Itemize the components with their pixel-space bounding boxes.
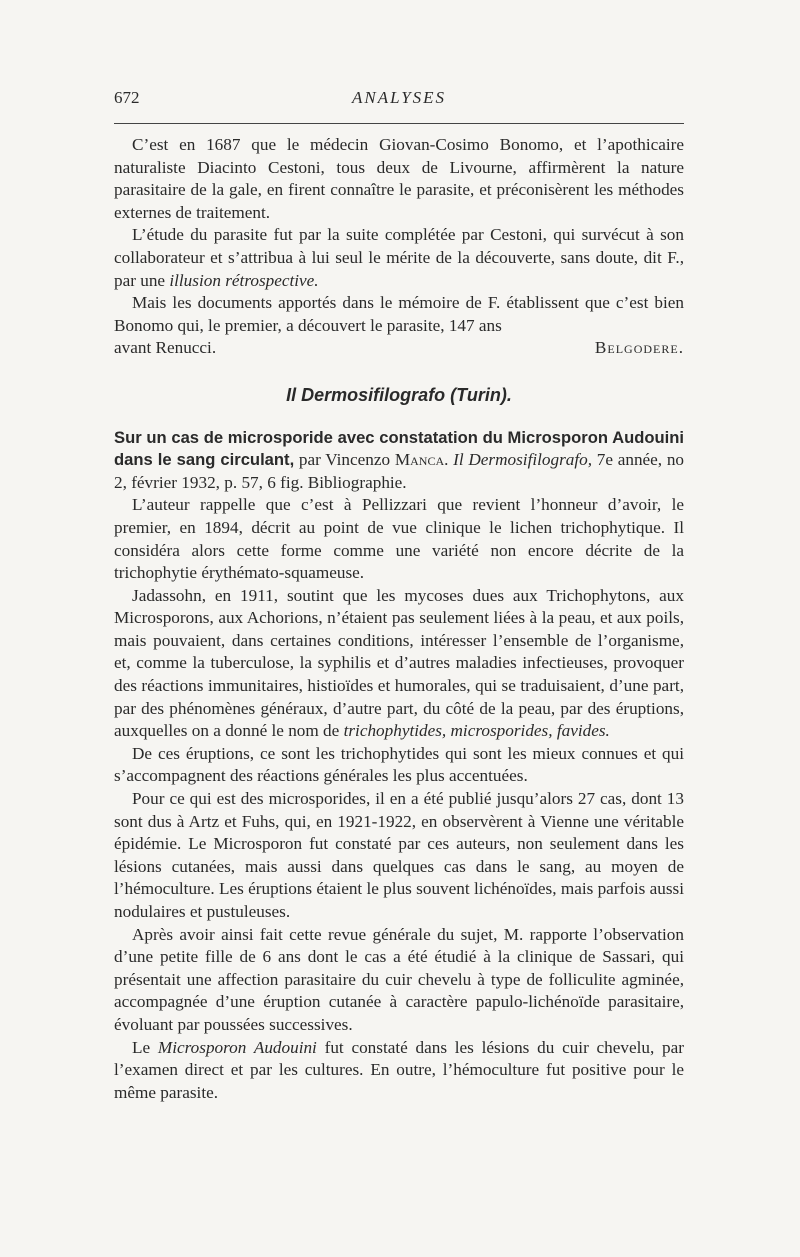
author-name: Manca [394,450,445,470]
page-number: 672 [114,88,140,107]
paragraph: De ces éruptions, ce sont les trichophytides qui sont les mieux connues et qui s’accompagnent des réactions générales les plus accentuées. [114,743,684,786]
text-run: fut constaté dans les lésions du cuir chevelu, par l’examen direct et par les cultures. En outre, l’hémoculture fut positive pour le même parasite. [114,1037,684,1102]
paragraph: C’est en 1687 que le médecin Giovan-Cosimo Bonomo, et l’apothicaire naturaliste Diacinto Cestoni, tous deux de Livourne, affirmèrent la nature parasitaire de la gale, en firent connaître le parasite, et préconisèrent les méthodes externes de traitement. [114,135,684,222]
paragraph: L’auteur rappelle que c’est à Pellizzari que revient l’honneur d’avoir, le premier, en 1894, décrit au point de vue clinique le lichen trichophytique. Il considéra alors cette forme comme une variété non encore décrite de la trichophytie érythémato-squameuse. [114,495,684,583]
journal-name: Il Dermosifilografo, [453,450,593,470]
page-body [114,134,684,1104]
article-title-bold: Sur un cas de microsporide avec constatation du Microsporon Audouini dans le sang circulant, [114,427,684,470]
paragraph [114,585,684,743]
paragraph: Après avoir ainsi fait cette revue générale du sujet, M. rapporte l’observation d’une petite fille de 6 ans dont le cas a été étudié à la clinique de Sassari, qui présentait une affection parasitaire du cuir chevelu à type de folliculite agminée, accompagnée d’une éruption cutanée à caractère papulo-lichénoïde parasitaire, évoluant par poussées successives. [114,924,684,1034]
signature-line [114,337,684,360]
paragraph [114,1037,684,1105]
page-header [114,88,684,114]
signature: Belgodere. [594,338,684,358]
text-run: Le [132,1037,158,1057]
italic-phrase: trichophytides, microsporides, favides. [343,721,610,741]
text-run: par Vincenzo [294,450,395,470]
header-rule [114,123,684,124]
text-run: Jadassohn, en 1911, soutint que les mycoses dues aux Trichophytons, aux Microsporons, aux Achorions, n’étaient pas seulement liées à la peau, et aux poils, mais pouvaient, dans certaines conditions, intéresser l’ensemble de l’organisme, et, comme la tuberculose, la syphilis et d’autres maladies infectieuses, provoquer des réactions immunitaires, histioïdes et humorales, qui se traduisaient, d’une part, par des phénomènes généraux, d’autre part, du côté de la peau, par des éruptions, auxquelles on a donné le nom de [114,585,684,741]
article-title [114,427,684,495]
italic-phrase: Microsporon Audouini [157,1037,317,1057]
text-run: L’étude du parasite fut par la suite complétée par Cestoni, qui survécut à son collaborateur et s’attribua à lui seul le mérite de la découverte, sans doute, dit F., par une [114,225,684,290]
paragraph [114,224,684,292]
text-run: avant Renucci. [114,338,217,358]
paragraph: Pour ce qui est des microsporides, il en a été publié jusqu’alors 27 cas, dont 13 sont dus à Artz et Fuhs, qui, en 1921-1922, en observèrent à Vienne une véritable épidémie. Le Microsporon fut constaté par ces auteurs, non seulement dans les lésions cutanées, mais aussi dans quelques cas dans le sang, au moyen de l’hémoculture. Les éruptions étaient le plus souvent lichénoïdes, mais parfois aussi nodulaires et pustuleuses. [114,789,684,921]
text-run: . [444,450,454,470]
citation: 7e année, no 2, février 1932, p. 57, 6 fig. Bibliographie. [114,450,685,492]
running-title: ANALYSES [351,88,447,107]
journal-heading: Il Dermosifilografo (Turin). [286,384,512,405]
italic-phrase: illusion rétrospective. [169,270,319,290]
paragraph: Mais les documents apportés dans le mémoire de F. établissent que c’est bien Bonomo qui, le premier, a découvert le parasite, 147 ans [114,293,684,335]
